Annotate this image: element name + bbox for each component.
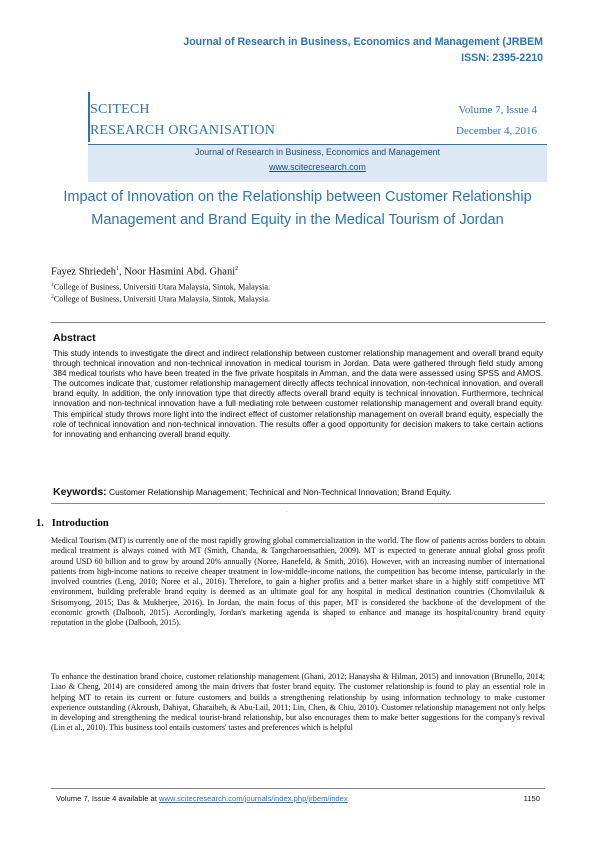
page-number: 1150 [523,794,540,803]
divider-mark: . [286,508,288,514]
author-affiliation-mark: 1 [116,266,120,272]
author-name: Noor Hasmini Abd. Ghani [124,266,236,278]
journal-banner-name: Journal of Research in Business, Economics and Management [195,147,440,157]
journal-website-link[interactable]: www.scitecresearch.com [269,162,366,172]
body-paragraph: Medical Tourism (MT) is currently one of the most rapidly growing global commercialization in the world. The flow of patients across borders to obtain medical treatment is always coined with MT (Smith, Chanda, & Tangcharoensathien, 2009). MT is expected to generate annual global gross profit around USD 60 billion and to grow by around 20% annually (Noree, Hanefeld, & Smith, 2016). However, with an increasing number of international patients from high-income nations to receive cheaper treatment in low-middle-income nations, the competition has become intense, particularly in the involved countries (Leng, 2010; Noree et al., 2016). Therefore, to gain a higher profits and a better market share in a highly stiff competitive MT environment, building preferable brand equity is deemed as an ultimate goal for any hospital in medical destination countries (Chomvilailuk & Srisomyong, 2015; Das & Mukherjee, 2016). In Jordan, the main focus of this paper, MT is considered the backbone of the development of the economic growth (Dalbooh, 2015). Accordingly, Jordan's marketing agenda is shaped to enhance and manage its hospital/country brand equity reputation in the globe (Dalbooh, 2015). [51,536,545,628]
section-rule [51,322,545,323]
journal-header [183,34,543,66]
keywords [53,486,543,498]
abstract-heading: Abstract [53,332,96,344]
journal-header-issn: ISSN: 2395-2210 [461,52,543,64]
organisation-name [90,99,330,141]
affiliation-text: College of Business, Universiti Utara Malaysia, Sintok, Malaysia. [53,282,271,292]
body-paragraph: To enhance the destination brand choice, customer relationship management (Ghani, 2012; Hanaysha & Hilman, 2015) and innovation (Brunello, 2014; Liao & Cheng, 2014) are considered among the main drivers that foster brand equity. The customer relationship is found to play an essential role in helping MT to retain its current or future customers and builds a strengthening relationship by using information technology to make customer experience outstanding (Akroush, Dahiyat, Gharaibeh, & Abu-Lail, 2011; Lin, Chen, & Chiu, 2010). Customer relationship management not only helps in developing and strengthening the medical tourist-brand relationship, but also encourages them to make better suggestions for the company's revival (Lin et al., 2010). This business tool entails customers' tastes and preferences which is helpful [51,672,545,733]
section-rule [51,503,545,504]
author-list [51,266,238,278]
section-title: Introduction [51,518,109,529]
author-separator: , [119,266,125,278]
keywords-label: Keywords: [53,486,107,498]
volume-issue: Volume 7, Issue 4 [458,104,537,116]
footer-prefix: Volume 7, Issue 4 available at [56,794,160,803]
affiliation [51,294,270,304]
footer-rule [51,788,545,789]
page-footer [56,794,540,803]
journal-header-title: Journal of Research in Business, Economics and Management (JRBEM [183,36,543,48]
section-number: 1. [36,518,44,529]
issue-date: December 4, 2016 [456,125,537,137]
section-heading [36,518,109,529]
affiliation [51,282,270,292]
issue-info [456,100,537,142]
paper-title: Impact of Innovation on the Relationship between Customer Relationship Management and Brand Equity in the Medical Tourism of Jordan [63,189,532,228]
affiliation-text: College of Business, Universiti Utara Malaysia, Sintok, Malaysia. [53,294,271,304]
affiliation-mark: 2 [51,294,54,300]
affiliation-mark: 1 [51,282,54,288]
footer-link[interactable]: www.scitecresearch.com/journals/index.php/jrbem/index [159,794,348,803]
org-name-line2: RESEARCH ORGANISATION [90,123,276,138]
journal-banner [88,144,547,182]
author-affiliation-mark: 2 [235,266,239,272]
author-name: Fayez Shriedeh [51,266,117,278]
keywords-text: Customer Relationship Management; Technical and Non-Technical Innovation; Brand Equity. [106,487,452,497]
abstract-text: This study intends to investigate the direct and indirect relationship between customer relationship management and overall brand equity through technical innovation and non-technical innovation in medical tourism in Jordan. Data were gathered through field study among 384 medical tourists who have been treated in the five private hospitals in Amman, and the data were assessed using SPSS and AMOS. The outcomes indicate that, customer relationship management directly affects technical innovation, non-technical innovation, and overall brand equity. In addition, the only innovation type that directly affects overall brand equity is technical innovation. Furthermore, technical innovation and non-technical innovation have a full mediating role between customer relationship management and overall brand equity. This empirical study throws more light into the indirect effect of customer relationship management on overall brand equity, especially the role of technical innovation and non-technical innovation. The results offer a good opportunity for decision makers to take certain actions for innovating and enhancing overall brand equity. [53,349,543,439]
org-name-line1: SCITECH [90,102,150,117]
